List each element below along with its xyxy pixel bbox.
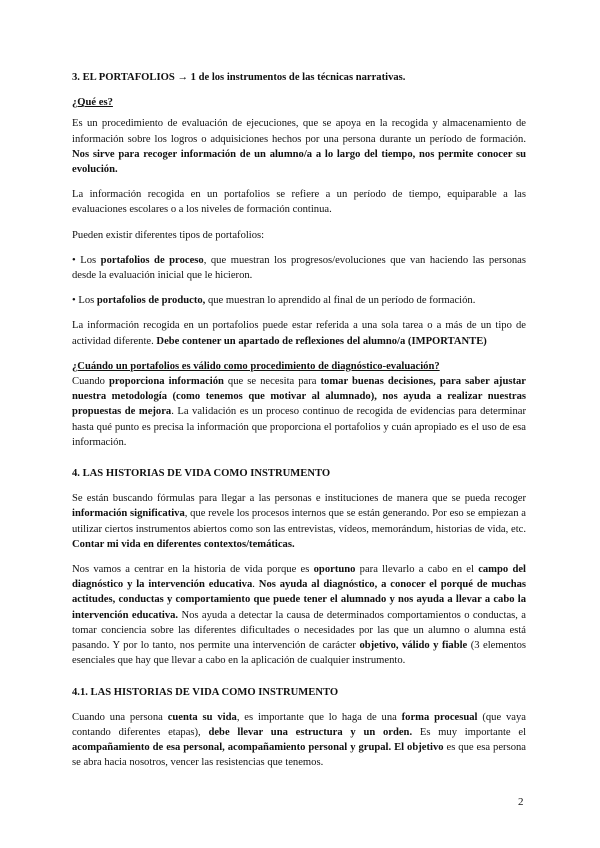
bullet-process-portfolio — [72, 253, 526, 283]
document-page — [72, 70, 526, 771]
bold-run: acompañamiento de esa personal, acompañamiento personal y grupal. El objetivo — [72, 742, 444, 754]
text-run: , que muestran los progresos/evoluciones que van haciendo las personas desde la evaluación inicial que le hicieron. — [72, 254, 527, 282]
bold-run: cuenta su vida — [167, 711, 237, 723]
text-run: Nos vamos a centrar en la historia de vida porque es — [72, 564, 314, 576]
text-run: (3 elementos esenciales que hay que llevar a cabo en la aplicación de cualquier instrumento. — [72, 640, 526, 667]
text-run: Nos ayuda a detectar la causa de determinados comportamientos o conductas, a tomar conciencia sobre las diferentes dificultades o necesidades por las que un alumno o alumna está pasando. Y por lo tanto, nos permite una intervención de carácter — [72, 609, 526, 652]
bold-run: debe llevar una estructura y un orden. — [208, 726, 413, 738]
text-run: . — [252, 579, 259, 591]
text-run: La información recogida en un portafolios puede estar referida a una sola tarea o a más de un tipo de actividad diferente. — [72, 320, 526, 347]
life-stories-purpose — [72, 562, 526, 668]
text-run: , que revele los procesos internos que se están generando. Por eso se empiezan a utilizar ciertos instrumentos abiertos como son las entrevistas, vídeos, memorándum, historias de vida, etc. — [72, 508, 526, 535]
text-run: Cuando — [72, 376, 109, 388]
portfolio-content — [72, 318, 526, 348]
bold-run: tomar buenas decisiones, para saber ajustar nuestra metodología (como tenemos que motivar al alumnado), nos ayuda a realizar nuestras propuestas de mejora — [72, 376, 526, 418]
life-story-structure — [72, 710, 526, 771]
portfolio-types-intro: Pueden existir diferentes tipos de portafolios: — [72, 229, 265, 241]
portfolio-validity — [72, 374, 526, 450]
text-run: Es muy importante el — [412, 726, 527, 738]
text-run: que se necesita para — [223, 376, 321, 388]
bold-run: oportuno — [313, 564, 356, 576]
page-number: 2 — [518, 796, 524, 808]
text-run: Se están buscando fórmulas para llegar a las personas e instituciones de manera que se pueda recoger — [72, 493, 526, 505]
bullet-product-portfolio — [72, 293, 526, 308]
text-run: es que esa persona se abra hacia nosotros, vencer las resistencias que tenemos. — [72, 742, 526, 769]
section-4-heading: 4. LAS HISTORIAS DE VIDA COMO INSTRUMENTO — [72, 468, 331, 480]
text-run: Es un procedimiento de evaluación de ejecuciones, que se apoya en la recogida y almacenamiento de información sobre los logros o adquisiciones hechos por una persona durante un período de formación. — [72, 118, 526, 145]
text-run: para llevarlo a cabo en el — [355, 564, 479, 576]
text-run: . La validación es un proceso continuo de recogida de evidencias para determinar hasta qué punto es precisa la información que proporciona el portafolios y cuán apropiado es el uso de esa información. — [72, 406, 526, 448]
section-3-heading: 3. EL PORTAFOLIOS → 1 de los instrumentos de las técnicas narrativas. — [72, 72, 406, 83]
bold-run: objetivo, válido y fiable — [359, 640, 468, 652]
life-stories-intro — [72, 491, 526, 552]
bold-run: campo del diagnóstico y la intervención educativa — [72, 564, 526, 591]
question-what-is: ¿Qué es? — [72, 97, 113, 109]
bold-run: Debe contener un apartado de reflexiones del alumno/a (IMPORTANTE) — [156, 335, 487, 347]
text-run: , es importante que lo haga de una — [236, 711, 402, 723]
bold-run: portafolios de producto, — [96, 295, 206, 307]
bold-run: información significativa — [72, 508, 185, 520]
bold-run: Contar mi vida en diferentes contextos/temáticas. — [72, 538, 295, 550]
portfolio-time-period: La información recogida en un portafolios se refiere a un período de tiempo, equiparable a las evaluaciones escolares o a los niveles de formación continua. — [72, 189, 526, 216]
bullet-prefix: • Los — [72, 295, 97, 307]
section-4-1-heading: 4.1. LAS HISTORIAS DE VIDA COMO INSTRUMENTO — [72, 686, 339, 698]
bold-run: Nos ayuda al diagnóstico, a conocer el porqué de muchas actitudes, conductas y comportamiento que puede tener el alumnado y nos ayuda a llevar a cabo la intervención educativa. — [72, 579, 527, 621]
text-run: que muestran lo aprendido al final de un período de formación. — [205, 295, 476, 307]
question-when-valid: ¿Cuándo un portafolios es válido como procedimiento de diagnóstico-evaluación? — [72, 360, 440, 372]
bold-run: portafolios de proceso — [100, 254, 204, 266]
portfolio-definition — [72, 116, 526, 177]
text-run: (que vaya contando diferentes etapas), — [72, 711, 526, 738]
bold-run: forma procesual — [401, 711, 478, 723]
bold-run: proporciona información — [109, 376, 224, 388]
bullet-prefix: • Los — [72, 254, 101, 266]
text-run: Cuando una persona — [72, 711, 168, 723]
bold-run: Nos sirve para recoger información de un alumno/a a lo largo del tiempo, nos permite conocer su evolución. — [72, 148, 526, 176]
